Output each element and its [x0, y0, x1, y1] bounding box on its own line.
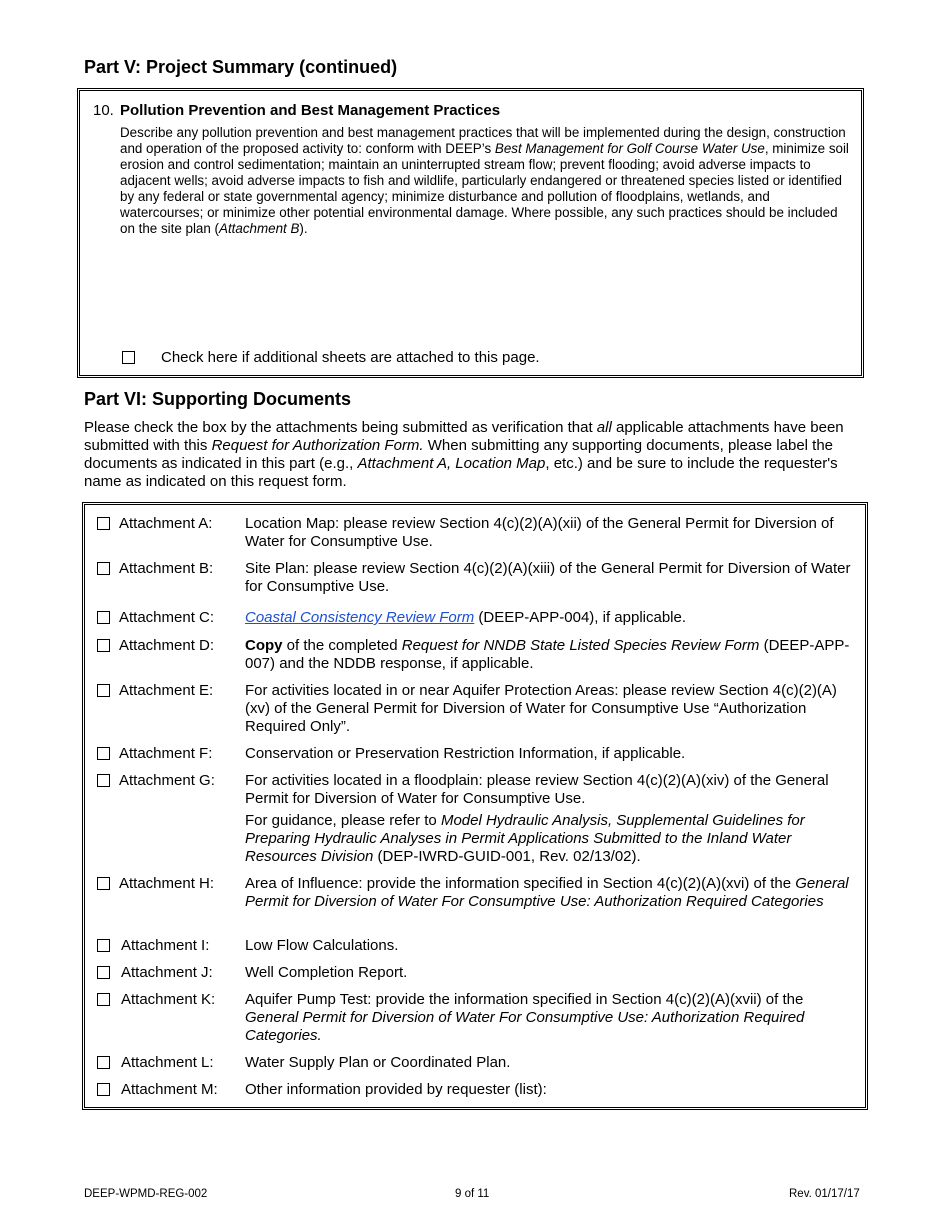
- attachment-label: Attachment M:: [121, 1081, 218, 1098]
- attachment-label: Attachment H:: [119, 875, 215, 892]
- attachment-description: Low Flow Calculations.: [245, 937, 399, 954]
- additional-sheets-row: [122, 349, 540, 366]
- attachment-d-checkbox[interactable]: [97, 639, 110, 652]
- attachment-description: Coastal Consistency Review Form (DEEP-APP-004), if applicable.: [245, 609, 687, 626]
- attachment-m-checkbox[interactable]: [97, 1083, 110, 1096]
- attachment-h-checkbox[interactable]: [97, 877, 110, 890]
- attachment-j-checkbox[interactable]: [97, 966, 110, 979]
- part-vi-title: Part VI: Supporting Documents: [84, 389, 352, 409]
- pollution-prevention-box: [77, 88, 864, 378]
- attachment-g-checkbox[interactable]: [97, 774, 110, 787]
- footer-page-number: 9 of 11: [455, 1188, 490, 1200]
- attachment-label: Attachment B:: [119, 560, 214, 577]
- attachment-label: Attachment C:: [119, 609, 215, 626]
- attachment-label: Attachment I:: [121, 937, 210, 954]
- footer-revision: Rev. 01/17/17: [789, 1188, 860, 1200]
- attachment-label: Attachment E:: [119, 682, 214, 699]
- attachment-description: Site Plan: please review Section 4(c)(2)(A)(xiii) of the General Permit for Diversion of Water for Consumptive Use.: [245, 560, 851, 595]
- coastal-consistency-link[interactable]: Coastal Consistency Review Form: [245, 609, 475, 626]
- attachment-e-checkbox[interactable]: [97, 684, 110, 697]
- item-number: 10.: [93, 102, 114, 119]
- footer-form-id: DEEP-WPMD-REG-002: [84, 1188, 208, 1200]
- attachments-box: [82, 502, 868, 1110]
- attachment-l-checkbox[interactable]: [97, 1056, 110, 1069]
- attachment-c-checkbox[interactable]: [97, 611, 110, 624]
- attachment-description: Aquifer Pump Test: provide the information specified in Section 4(c)(2)(A)(xvii) of the General Permit for Diversion of Water For Consumptive Use: Authorization Required Categories.: [245, 991, 805, 1044]
- attachment-label: Attachment D:: [119, 637, 215, 654]
- part-v-title: Part V: Project Summary (continued): [84, 57, 398, 77]
- item-description: Describe any pollution prevention and best management practices that will be implemented during the design, construction and operation of the proposed activity to: conform with DEEP’s Best Management for Golf Course Water Use, minimize soil erosion and control sedimentation; maintain an uninterrupted stream flow; prevent flooding; avoid adverse impacts to adjacent wells; avoid adverse impacts to fish and wildlife, particularly endangered or threatened species listed or identified by any federal or state governmental agency; minimize disturbance and pollution of floodplains, wetlands, and watercourses; or minimize other potential environmental damage. Where possible, any such practices should be included on the site plan (Attachment B).: [120, 125, 849, 236]
- attachment-description: Area of Influence: provide the information specified in Section 4(c)(2)(A)(xvi) of the General Permit for Diversion of Water For Consumptive Use: Authorization Required Categories: [245, 875, 849, 910]
- attachment-k-checkbox[interactable]: [97, 993, 110, 1006]
- attachment-label: Attachment G:: [119, 772, 215, 789]
- attachment-b-checkbox[interactable]: [97, 562, 110, 575]
- attachment-label: Attachment J:: [121, 964, 213, 981]
- attachment-description: Conservation or Preservation Restriction Information, if applicable.: [245, 745, 686, 762]
- attachment-label: Attachment L:: [121, 1054, 214, 1071]
- guidance-note: For guidance, please refer to Model Hydraulic Analysis, Supplemental Guidelines for Preparing Hydraulic Analyses in Permit Applications Submitted to the Inland Water Resources Division (DEP-IWRD-GUID-001, Rev. 02/13/02).: [245, 812, 805, 865]
- attachment-description: Well Completion Report.: [245, 964, 408, 981]
- additional-sheets-label: Check here if additional sheets are attached to this page.: [161, 349, 540, 366]
- attachment-label: Attachment A:: [119, 515, 213, 532]
- supporting-docs-intro: Please check the box by the attachments being submitted as verification that all applicable attachments have been submitted with this Request for Authorization Form. When submitting any supporting documents, please label the documents as indicated in this part (e.g., Attachment A, Location Map, etc.) and be sure to include the requester's name as indicated on this request form.: [84, 419, 844, 490]
- attachment-description: Other information provided by requester (list):: [245, 1081, 547, 1098]
- attachment-description: Location Map: please review Section 4(c)(2)(A)(xii) of the General Permit for Diversion of Water for Consumptive Use.: [245, 515, 834, 550]
- attachment-description: For activities located in a floodplain: please review Section 4(c)(2)(A)(xiv) of the General Permit for Diversion of Water for Consumptive Use. For guidance, please refer to Model Hydraulic Analysis, Supplemental Guidelines for Preparing Hydraulic Analyses in Permit Applications Submitted to the Inland Water Resources Division (DEP-IWRD-GUID-001, Rev. 02/13/02).: [245, 772, 855, 866]
- attachment-i-checkbox[interactable]: [97, 939, 110, 952]
- attachment-description: For activities located in or near Aquifer Protection Areas: please review Section 4(c)(2)(A)(xv) of the General Permit for Diversion of Water for Consumptive Use “Authorization Required Only”.: [245, 682, 837, 735]
- attachment-description: Water Supply Plan or Coordinated Plan.: [245, 1054, 511, 1071]
- additional-sheets-checkbox[interactable]: [122, 351, 135, 364]
- attachment-a-checkbox[interactable]: [97, 517, 110, 530]
- item-heading: Pollution Prevention and Best Management Practices: [120, 102, 501, 119]
- attachment-label: Attachment K:: [121, 991, 216, 1008]
- attachment-f-checkbox[interactable]: [97, 747, 110, 760]
- attachment-description: Copy of the completed Request for NNDB State Listed Species Review Form (DEEP-APP-007) and the NDDB response, if applicable.: [245, 637, 850, 672]
- attachment-label: Attachment F:: [119, 745, 213, 762]
